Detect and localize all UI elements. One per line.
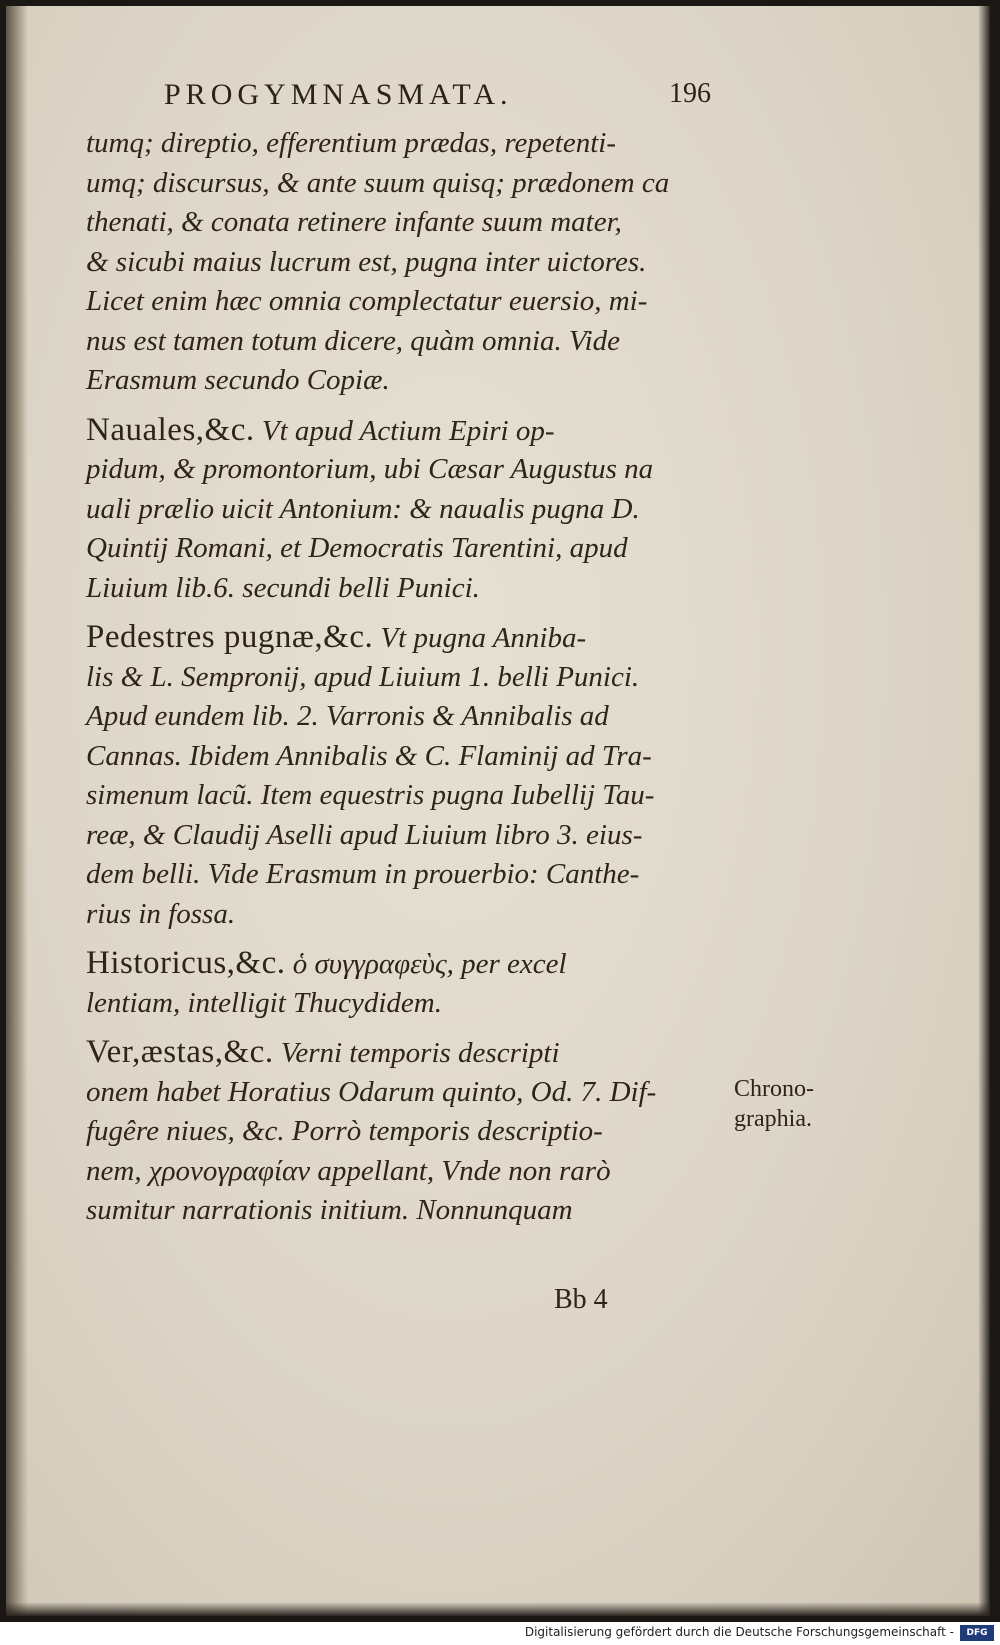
text-line [86, 490, 736, 530]
page-number: 196 [669, 78, 711, 109]
line-text: & sicubi maius lucrum est, pugna inter uictores. [86, 245, 647, 278]
line-text: Licet enim hæc omnia complectatur euersio, mi- [86, 285, 648, 317]
line-text: simenum lacũ. Item equestris pugna Iubellij Tau- [86, 779, 655, 811]
paragraph-gap [86, 934, 736, 944]
text-line [86, 984, 736, 1024]
text-line [86, 895, 736, 935]
line-text: Verni temporis descripti [273, 1037, 560, 1069]
line-text: thenati, & conata retinere infante suum mater, [86, 206, 622, 238]
text-line [86, 282, 736, 322]
lemma-heading: Nauales,&c. [86, 411, 255, 448]
text-line [86, 1073, 736, 1113]
book-page [6, 6, 990, 1616]
paragraph-gap [86, 401, 736, 411]
footer-credit-bar [0, 1622, 1000, 1645]
line-text: lis & L. Sempronij, apud Liuium 1. belli Punici. [86, 660, 640, 693]
lemma-heading: Historicus,&c. [86, 945, 286, 981]
marginal-note [734, 1074, 814, 1134]
line-text: Apud eundem lib. 2. Varronis & Annibalis ad [86, 700, 609, 732]
running-head [164, 78, 724, 118]
text-line [86, 569, 736, 609]
text-line [86, 1033, 736, 1073]
text-line [86, 124, 736, 164]
line-text: Liuium lib.6. secundi belli Punici. [86, 571, 480, 604]
line-text: pidum, & promontorium, ubi Cæsar Augustus na [86, 453, 654, 485]
line-text: reæ, & Claudij Aselli apud Liuium libro 3. eius- [86, 818, 643, 851]
line-text: ὁ συγγραφεὺς, per excel [285, 948, 567, 980]
text-line [86, 816, 736, 856]
text-line [86, 1191, 736, 1231]
page-right-edge [978, 6, 990, 1616]
text-line [86, 1152, 736, 1192]
paragraph-gap [86, 608, 736, 618]
marginal-note-line: graphia. [734, 1106, 812, 1132]
lemma-heading: Ver,æstas,&c. [86, 1034, 274, 1070]
text-line [86, 243, 736, 283]
line-text: uali prælio uicit Antonium: & naualis pugna D. [86, 492, 640, 525]
line-text: sumitur narrationis initium. Nonnunquam [86, 1194, 573, 1226]
text-line [86, 618, 736, 658]
line-text: onem habet Horatius Odarum quinto, Od. 7. Dif- [86, 1075, 657, 1108]
running-title: PROGYMNASMATA. [164, 78, 513, 111]
line-text: rius in fossa. [86, 897, 236, 930]
text-line [86, 737, 736, 777]
line-text: Quintij Romani, et Democratis Tarentini, apud [86, 532, 628, 564]
page-gutter-shadow [6, 6, 28, 1616]
funding-credit: Digitalisierung gefördert durch die Deutsche Forschungsgemeinschaft - [524, 1625, 954, 1639]
line-text: Cannas. Ibidem Annibalis & C. Flaminij ad Tra- [86, 739, 652, 772]
text-line [86, 529, 736, 569]
line-text: Erasmum secundo Copiæ. [86, 364, 390, 396]
text-line [86, 697, 736, 737]
marginal-note-line: Chrono- [734, 1076, 814, 1102]
line-text: dem belli. Vide Erasmum in prouerbio: Canthe- [86, 858, 640, 890]
line-text: nem, χρονογραφίαν appellant, Vnde non rarò [86, 1154, 611, 1187]
text-line [86, 322, 736, 362]
text-line [86, 944, 736, 984]
signature-mark: Bb 4 [554, 1284, 608, 1315]
text-line [86, 203, 736, 243]
text-line [86, 411, 736, 451]
text-line [86, 1112, 736, 1152]
line-text: Vt pugna Anniba- [373, 622, 587, 654]
line-text: umq; discursus, & ante suum quisq; prædonem ca [86, 166, 670, 199]
line-text: nus est tamen totum dicere, quàm omnia. Vide [86, 324, 620, 357]
text-line [86, 450, 736, 490]
text-line [86, 361, 736, 401]
line-text: fugêre niues, &c. Porrò temporis descriptio- [86, 1115, 603, 1147]
dfg-logo: DFG [960, 1625, 994, 1641]
text-line [86, 164, 736, 204]
text-line [86, 776, 736, 816]
text-block [86, 124, 736, 1231]
lemma-heading: Pedestres pugnæ,&c. [86, 619, 374, 655]
text-line [86, 855, 736, 895]
paragraph-gap [86, 1023, 736, 1033]
page-bottom-edge [6, 1602, 990, 1616]
text-line [86, 658, 736, 698]
line-text: tumq; direptio, efferentium prædas, repetenti- [86, 127, 616, 159]
line-text: Vt apud Actium Epiri op- [254, 414, 555, 447]
line-text: lentiam, intelligit Thucydidem. [86, 986, 443, 1019]
